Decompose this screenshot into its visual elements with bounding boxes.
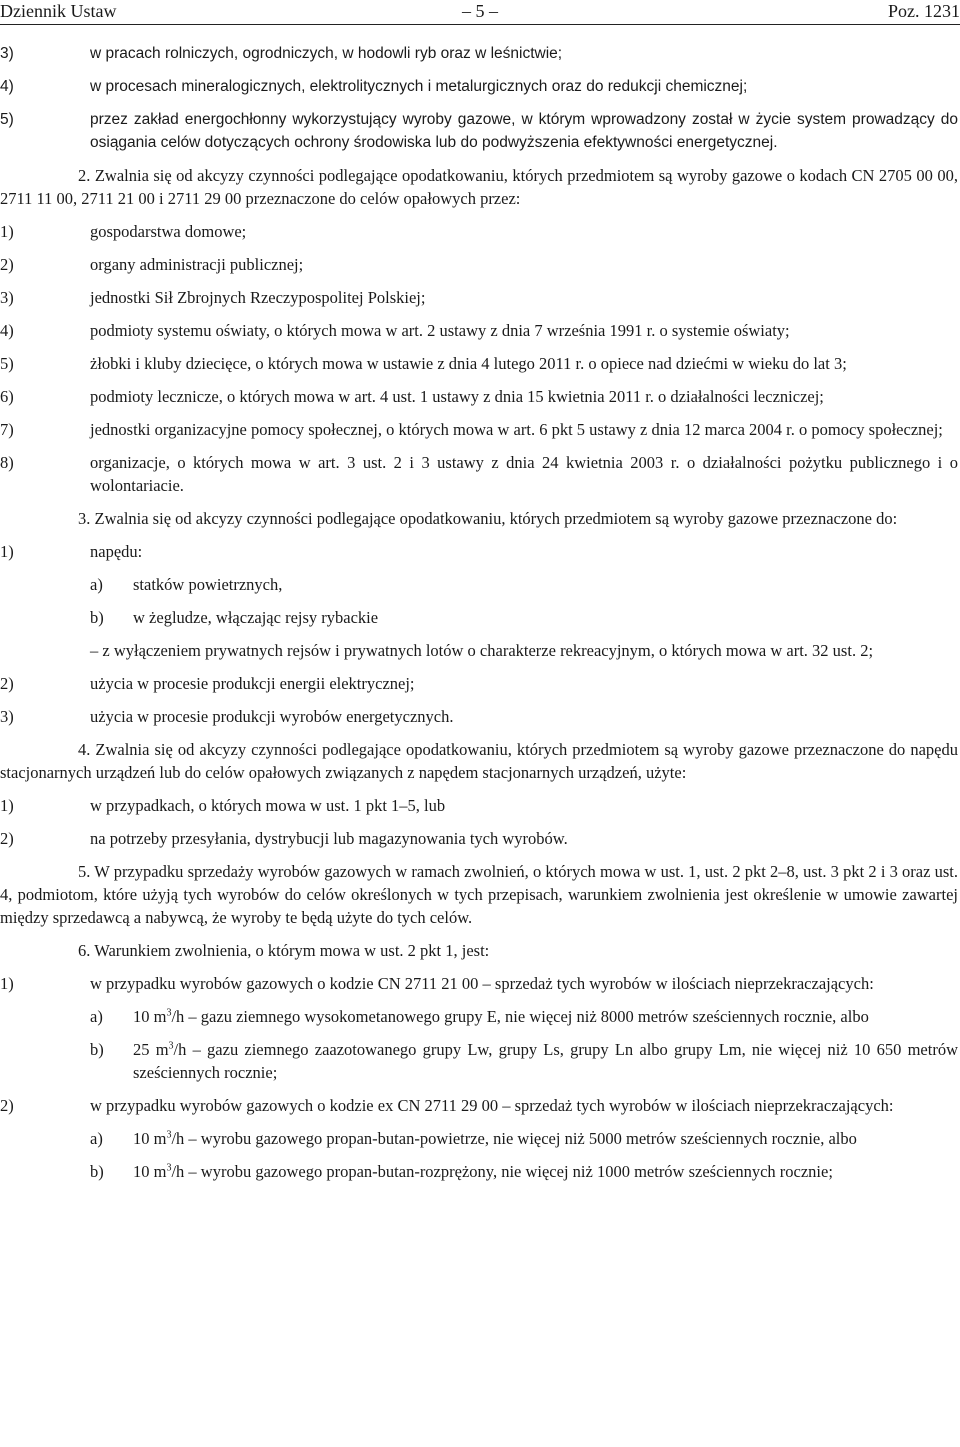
page-number: – 5 –: [462, 1, 498, 21]
list-item: [0, 75, 958, 98]
superscript: 3: [166, 1007, 172, 1019]
item-text: użycia w procesie produkcji energii elektrycznej;: [90, 674, 415, 693]
list-item: [0, 108, 958, 154]
item-text: w pracach rolniczych, ogrodniczych, w hodowli ryb oraz w leśnictwie;: [90, 45, 563, 62]
item-text: jednostki Sił Zbrojnych Rzeczypospolitej Polskiej;: [90, 288, 426, 307]
list-item: [0, 418, 958, 441]
item-text: w procesach mineralogicznych, elektrolitycznych i metalurgicznych oraz do redukcji chemicznej;: [90, 78, 748, 95]
list-item: [0, 972, 958, 995]
sub-item-text: w żegludze, włączając rejsy rybackie: [133, 608, 379, 627]
item-number: 8): [0, 453, 14, 472]
item-number: 7): [0, 420, 14, 439]
sub-item-letter: a): [90, 575, 103, 594]
sub-item-letter: b): [90, 1040, 104, 1059]
item-number: 3): [0, 45, 14, 62]
item-text: gospodarstwa domowe;: [90, 222, 247, 241]
sub-item-letter: b): [90, 1162, 104, 1181]
item-text: organy administracji publicznej;: [90, 255, 304, 274]
sub-list-item: [0, 573, 958, 596]
item-text: napędu:: [90, 542, 143, 561]
superscript: 3: [166, 1129, 172, 1141]
list-item: [0, 385, 958, 408]
item-number: 5): [0, 111, 14, 128]
sub-list-item: [0, 1038, 958, 1084]
list-item: [0, 827, 958, 850]
item-number: 3): [0, 288, 14, 307]
list-item: [0, 352, 958, 375]
sub-item-text: 25 m: [133, 1040, 169, 1059]
section-2-paragraph: 2. Zwalnia się od akcyzy czynności podlegające opodatkowaniu, których przedmiotem są wyroby gazowe o kodach CN 2705 00 00, 2711 11 00, 2711 21 00 i 2711 29 00 przeznaczone do celów opałowych przez:: [0, 166, 958, 208]
journal-title: Dziennik Ustaw: [0, 1, 117, 21]
document-body: [0, 42, 958, 1193]
item-text: przez zakład energochłonny wykorzystujący wyroby gazowe, w którym wprowadzony został w życie system prowadzący do osiągania celów dotyczących ochrony środowiska lub do podwyższenia efektywności energetycznej.: [90, 111, 958, 151]
sub-item-text: /h – gazu ziemnego wysokometanowego grupy E, nie więcej niż 8000 metrów sześciennych rocznie, albo: [171, 1007, 869, 1026]
sub-list-item: [0, 1127, 958, 1150]
item-number: 2): [0, 255, 14, 274]
item-number: 3): [0, 707, 14, 726]
sub-item-text: statków powietrznych,: [133, 575, 283, 594]
item-number: 1): [0, 222, 14, 241]
item-number: 2): [0, 674, 14, 693]
sub-item-text: /h – wyrobu gazowego propan-butan-rozprężony, nie więcej niż 1000 metrów sześciennych rocznie;: [171, 1162, 833, 1181]
superscript: 3: [166, 1162, 172, 1174]
sub-list-item: [0, 1005, 958, 1028]
item-text: organizacje, o których mowa w art. 3 ust. 2 i 3 ustawy z dnia 24 kwietnia 2003 r. o działalności pożytku publicznego i o wolontariacie.: [90, 453, 958, 495]
item-number: 5): [0, 354, 14, 373]
item-text: użycia w procesie produkcji wyrobów energetycznych.: [90, 707, 454, 726]
sub-list-item: [0, 606, 958, 629]
item-text: w przypadku wyrobów gazowych o kodzie CN 2711 21 00 – sprzedaż tych wyrobów w ilościach nieprzekraczających:: [90, 974, 874, 993]
item-number: 1): [0, 796, 14, 815]
dash-clause: – z wyłączeniem prywatnych rejsów i prywatnych lotów o charakterze rekreacyjnym, o których mowa w art. 32 ust. 2;: [90, 641, 874, 660]
item-number: 4): [0, 321, 14, 340]
position-number: Poz. 1231: [888, 1, 960, 21]
list-item: [0, 286, 958, 309]
sub-item-text: 10 m: [133, 1007, 167, 1026]
sub-item-letter: a): [90, 1129, 103, 1148]
list-item: [0, 451, 958, 497]
item-text: w przypadkach, o których mowa w ust. 1 pkt 1–5, lub: [90, 796, 446, 815]
list-item: [0, 1094, 958, 1117]
superscript: 3: [168, 1040, 174, 1052]
item-text: jednostki organizacyjne pomocy społecznej, o których mowa w art. 6 pkt 5 ustawy z dnia 12 marca 2004 r. o pomocy społecznej;: [90, 420, 943, 439]
sub-item-text: 10 m: [133, 1162, 167, 1181]
section-3-paragraph: 3. Zwalnia się od akcyzy czynności podlegające opodatkowaniu, których przedmiotem są wyroby gazowe przeznaczone do:: [78, 509, 898, 528]
section-4-paragraph: 4. Zwalnia się od akcyzy czynności podlegające opodatkowaniu, których przedmiotem są wyroby gazowe przeznaczone do napędu stacjonarnych urządzeń lub do celów opałowych związanych z napędem stacjonarnych urządzeń, użyte:: [0, 740, 958, 782]
section-6-paragraph: 6. Warunkiem zwolnienia, o którym mowa w ust. 2 pkt 1, jest:: [78, 941, 490, 960]
list-item: [0, 319, 958, 342]
sub-item-text: /h – wyrobu gazowego propan-butan-powietrze, nie więcej niż 5000 metrów sześciennych rocznie, albo: [171, 1129, 857, 1148]
item-number: 6): [0, 387, 14, 406]
sub-item-letter: a): [90, 1007, 103, 1026]
item-number: 1): [0, 542, 14, 561]
sub-item-text: /h – gazu ziemnego zaazotowanego grupy Lw, grupy Ls, grupy Ln albo grupy Lm, nie więcej niż 10 650 metrów sześciennych rocznie;: [133, 1040, 958, 1082]
list-item: [0, 253, 958, 276]
sub-item-letter: b): [90, 608, 104, 627]
sub-list-item: [0, 1160, 958, 1183]
list-item: [0, 705, 958, 728]
list-item: [0, 42, 958, 65]
list-item: [0, 540, 958, 563]
sub-item-text: 10 m: [133, 1129, 167, 1148]
item-number: 2): [0, 829, 14, 848]
item-text: w przypadku wyrobów gazowych o kodzie ex CN 2711 29 00 – sprzedaż tych wyrobów w ilościach nieprzekraczających:: [90, 1096, 894, 1115]
item-number: 1): [0, 974, 14, 993]
item-text: podmioty systemu oświaty, o których mowa w art. 2 ustawy z dnia 7 września 1991 r. o systemie oświaty;: [90, 321, 790, 340]
list-item: [0, 220, 958, 243]
item-text: żłobki i kluby dziecięce, o których mowa w ustawie z dnia 4 lutego 2011 r. o opiece nad dziećmi w wieku do lat 3;: [90, 354, 847, 373]
item-text: podmioty lecznicze, o których mowa w art. 4 ust. 1 ustawy z dnia 15 kwietnia 2011 r. o działalności leczniczej;: [90, 387, 824, 406]
list-item: [0, 794, 958, 817]
page-header: [0, 0, 960, 25]
item-text: na potrzeby przesyłania, dystrybucji lub magazynowania tych wyrobów.: [90, 829, 568, 848]
item-number: 4): [0, 78, 14, 95]
list-item: [0, 672, 958, 695]
section-5-paragraph: 5. W przypadku sprzedaży wyrobów gazowych w ramach zwolnień, o których mowa w ust. 1, ust. 2 pkt 2–8, ust. 3 pkt 2 i 3 oraz ust. 4, podmiotom, które użyją tych wyrobów do celów określonych w tych przepisach, warunkiem zwolnienia jest określenie w umowie zawartej między sprzedawcą a nabywcą, że wyroby te będą użyte do tych celów.: [0, 862, 958, 927]
item-number: 2): [0, 1096, 14, 1115]
